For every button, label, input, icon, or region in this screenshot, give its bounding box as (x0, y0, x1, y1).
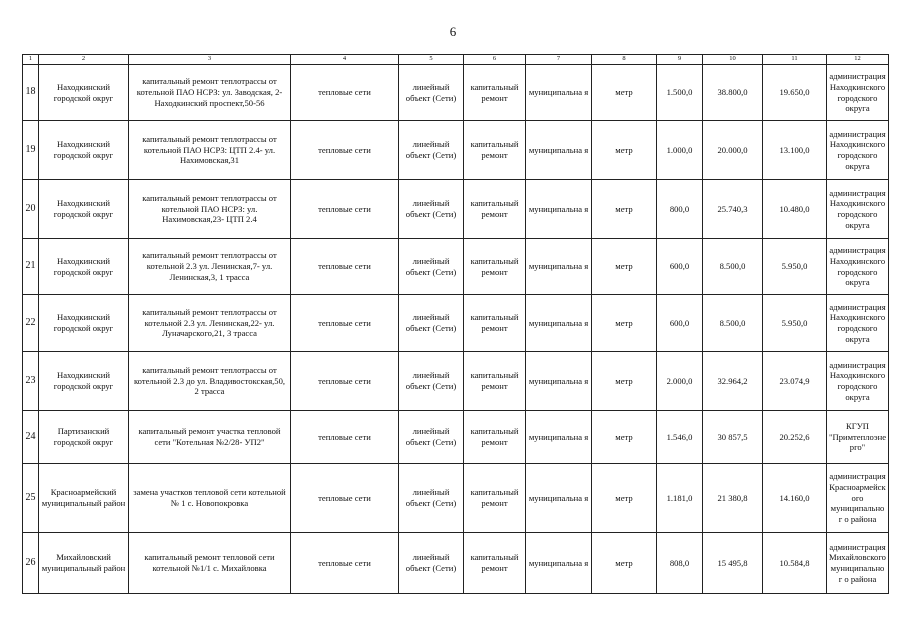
cost-cell: 15 495,8 (703, 533, 763, 594)
ownership-cell: муниципальна я (526, 464, 592, 533)
district-cell: Находкинский городской округ (39, 65, 129, 121)
quantity-cell: 2.000,0 (657, 352, 703, 411)
ownership-cell: муниципальна я (526, 121, 592, 180)
table-row (23, 239, 889, 295)
customer-cell: администрация Находкинского городского округа (827, 239, 889, 295)
work-type-cell: капитальный ремонт (464, 352, 526, 411)
customer-cell: администрация Находкинского городского округа (827, 180, 889, 239)
row-number: 21 (23, 239, 39, 295)
object-name-cell: капитальный ремонт теплотрассы от котельной 2.3 до ул. Владивостокская,50, 2 трасса (129, 352, 291, 411)
sector-cell: тепловые сети (291, 295, 399, 352)
unit-cell: метр (592, 411, 657, 464)
district-cell: Находкинский городской округ (39, 180, 129, 239)
table-row (23, 295, 889, 352)
budget-cell: 10.480,0 (763, 180, 827, 239)
object-type-cell: линейный объект (Сети) (399, 411, 464, 464)
cost-cell: 8.500,0 (703, 295, 763, 352)
work-type-cell: капитальный ремонт (464, 65, 526, 121)
unit-cell: метр (592, 352, 657, 411)
quantity-cell: 1.000,0 (657, 121, 703, 180)
quantity-cell: 800,0 (657, 180, 703, 239)
column-number: 4 (291, 55, 399, 65)
quantity-cell: 1.500,0 (657, 65, 703, 121)
work-type-cell: капитальный ремонт (464, 533, 526, 594)
object-name-cell: капитальный ремонт теплотрассы от котельной ПАО НСРЗ: ул. Заводская, 2- Находкинский проспект,50-56 (129, 65, 291, 121)
budget-cell: 23.074,9 (763, 352, 827, 411)
cost-cell: 30 857,5 (703, 411, 763, 464)
sector-cell: тепловые сети (291, 533, 399, 594)
work-type-cell: капитальный ремонт (464, 239, 526, 295)
column-number: 2 (39, 55, 129, 65)
object-type-cell: линейный объект (Сети) (399, 180, 464, 239)
column-number: 7 (526, 55, 592, 65)
ownership-cell: муниципальна я (526, 239, 592, 295)
quantity-cell: 600,0 (657, 295, 703, 352)
column-number: 11 (763, 55, 827, 65)
unit-cell: метр (592, 464, 657, 533)
customer-cell: администрация Михайловского муниципальног о района (827, 533, 889, 594)
column-number: 10 (703, 55, 763, 65)
table-row (23, 464, 889, 533)
district-cell: Находкинский городской округ (39, 352, 129, 411)
customer-cell: администрация Находкинского городского округа (827, 352, 889, 411)
sector-cell: тепловые сети (291, 464, 399, 533)
budget-cell: 19.650,0 (763, 65, 827, 121)
row-number: 24 (23, 411, 39, 464)
cost-cell: 20.000,0 (703, 121, 763, 180)
object-name-cell: капитальный ремонт теплотрассы от котельной ПАО НСРЗ: ЦТП 2.4- ул. Нахимовская,31 (129, 121, 291, 180)
budget-cell: 10.584,8 (763, 533, 827, 594)
unit-cell: метр (592, 239, 657, 295)
unit-cell: метр (592, 65, 657, 121)
row-number: 22 (23, 295, 39, 352)
district-cell: Находкинский городской округ (39, 295, 129, 352)
district-cell: Красноармейский муниципальный район (39, 464, 129, 533)
column-number: 1 (23, 55, 39, 65)
column-number: 12 (827, 55, 889, 65)
district-cell: Находкинский городской округ (39, 239, 129, 295)
quantity-cell: 1.181,0 (657, 464, 703, 533)
object-name-cell: капитальный ремонт теплотрассы от котельной 2.3 ул. Ленинская,22- ул. Луначарского,21, 3 трасса (129, 295, 291, 352)
customer-cell: КГУП "Примтеплоэне рго" (827, 411, 889, 464)
object-type-cell: линейный объект (Сети) (399, 121, 464, 180)
district-cell: Партизанский городской округ (39, 411, 129, 464)
object-name-cell: капитальный ремонт тепловой сети котельной №1/1 с. Михайловка (129, 533, 291, 594)
object-name-cell: капитальный ремонт теплотрассы от котельной 2.3 ул. Ленинская,7- ул. Ленинская,3, 1 трасса (129, 239, 291, 295)
budget-cell: 13.100,0 (763, 121, 827, 180)
cost-cell: 32.964,2 (703, 352, 763, 411)
district-cell: Находкинский городской округ (39, 121, 129, 180)
object-name-cell: капитальный ремонт теплотрассы от котельной ПАО НСРЗ: ул. Нахимовская,23- ЦТП 2.4 (129, 180, 291, 239)
sector-cell: тепловые сети (291, 65, 399, 121)
quantity-cell: 600,0 (657, 239, 703, 295)
row-number: 20 (23, 180, 39, 239)
ownership-cell: муниципальна я (526, 411, 592, 464)
object-type-cell: линейный объект (Сети) (399, 295, 464, 352)
ownership-cell: муниципальна я (526, 65, 592, 121)
budget-cell: 20.252,6 (763, 411, 827, 464)
column-number: 3 (129, 55, 291, 65)
table-row (23, 65, 889, 121)
district-cell: Михайловский муниципальный район (39, 533, 129, 594)
row-number: 18 (23, 65, 39, 121)
quantity-cell: 808,0 (657, 533, 703, 594)
object-type-cell: линейный объект (Сети) (399, 352, 464, 411)
column-number: 8 (592, 55, 657, 65)
cost-cell: 25.740,3 (703, 180, 763, 239)
unit-cell: метр (592, 180, 657, 239)
table-row (23, 411, 889, 464)
budget-cell: 5.950,0 (763, 239, 827, 295)
ownership-cell: муниципальна я (526, 533, 592, 594)
object-type-cell: линейный объект (Сети) (399, 464, 464, 533)
sector-cell: тепловые сети (291, 121, 399, 180)
work-type-cell: капитальный ремонт (464, 295, 526, 352)
table-row (23, 121, 889, 180)
ownership-cell: муниципальна я (526, 352, 592, 411)
object-name-cell: капитальный ремонт участка тепловой сети "Котельная №2/28- УП2" (129, 411, 291, 464)
data-table (22, 54, 889, 594)
column-number: 5 (399, 55, 464, 65)
column-number-row (23, 55, 889, 65)
object-type-cell: линейный объект (Сети) (399, 65, 464, 121)
column-number: 9 (657, 55, 703, 65)
cost-cell: 21 380,8 (703, 464, 763, 533)
customer-cell: администрация Находкинского городского округа (827, 65, 889, 121)
ownership-cell: муниципальна я (526, 180, 592, 239)
sector-cell: тепловые сети (291, 411, 399, 464)
budget-cell: 5.950,0 (763, 295, 827, 352)
customer-cell: администрация Красноармейск ого муниципальног о района (827, 464, 889, 533)
customer-cell: администрация Находкинского городского округа (827, 121, 889, 180)
customer-cell: администрация Находкинского городского округа (827, 295, 889, 352)
work-type-cell: капитальный ремонт (464, 411, 526, 464)
table-row (23, 352, 889, 411)
object-type-cell: линейный объект (Сети) (399, 533, 464, 594)
cost-cell: 38.800,0 (703, 65, 763, 121)
ownership-cell: муниципальна я (526, 295, 592, 352)
row-number: 19 (23, 121, 39, 180)
unit-cell: метр (592, 533, 657, 594)
table-row (23, 533, 889, 594)
column-number: 6 (464, 55, 526, 65)
unit-cell: метр (592, 295, 657, 352)
work-type-cell: капитальный ремонт (464, 464, 526, 533)
table-row (23, 180, 889, 239)
object-type-cell: линейный объект (Сети) (399, 239, 464, 295)
quantity-cell: 1.546,0 (657, 411, 703, 464)
work-type-cell: капитальный ремонт (464, 180, 526, 239)
row-number: 26 (23, 533, 39, 594)
sector-cell: тепловые сети (291, 239, 399, 295)
sector-cell: тепловые сети (291, 352, 399, 411)
object-name-cell: замена участков тепловой сети котельной № 1 с. Новопокровка (129, 464, 291, 533)
page-number: 6 (449, 24, 457, 39)
cost-cell: 8.500,0 (703, 239, 763, 295)
work-type-cell: капитальный ремонт (464, 121, 526, 180)
sector-cell: тепловые сети (291, 180, 399, 239)
budget-cell: 14.160,0 (763, 464, 827, 533)
row-number: 23 (23, 352, 39, 411)
unit-cell: метр (592, 121, 657, 180)
row-number: 25 (23, 464, 39, 533)
